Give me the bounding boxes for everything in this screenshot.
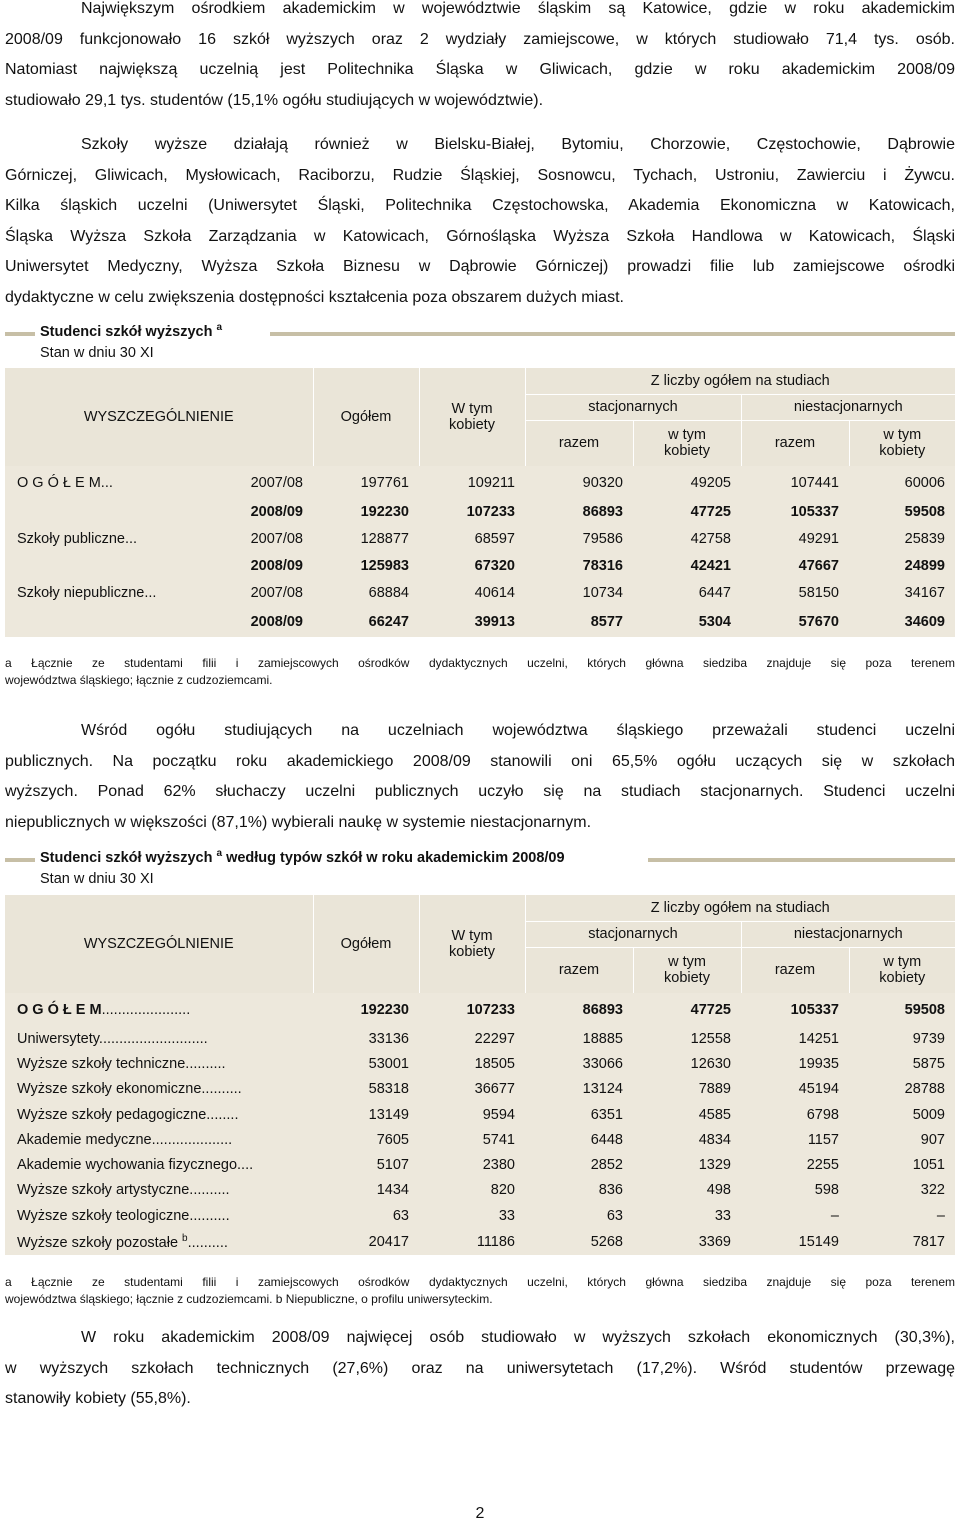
header-nonstationary: niestacjonarnych — [741, 921, 955, 947]
header-sub-women: w tym kobiety — [633, 420, 741, 466]
table-cell: 9739 — [849, 1026, 955, 1051]
table-cell: 12630 — [633, 1051, 741, 1076]
header-group: Z liczby ogółem na studiach — [525, 368, 955, 394]
table-cell: 40614 — [419, 578, 525, 607]
row-label — [5, 1203, 313, 1228]
text-line: studiowało 29,1 tys. studentów (15,1% ogółu studiujących w województwie). — [5, 91, 544, 109]
row-label — [5, 524, 313, 553]
header-stationary: stacjonarnych — [525, 394, 741, 420]
row-label-text: O G Ó Ł E M... — [17, 474, 113, 491]
text-line: Natomiast największą uczelnią jest Politechnika Śląska w Gliwicach, gdzie w roku akademickim 2008/09 — [5, 61, 955, 78]
table-cell: 63 — [313, 1203, 419, 1228]
table-cell: 18505 — [419, 1051, 525, 1076]
table-cell: 12558 — [633, 1026, 741, 1051]
table-cell: 34167 — [849, 578, 955, 607]
table-cell: 192230 — [313, 993, 419, 1026]
row-label-dots: ... — [144, 584, 157, 601]
table-cell: 598 — [741, 1178, 849, 1203]
table-cell: 6447 — [633, 578, 741, 607]
table-cell: 86893 — [525, 993, 633, 1026]
paragraph-4 — [5, 1323, 955, 1415]
table-cell: 9594 — [419, 1102, 525, 1127]
table-cell: 42421 — [633, 553, 741, 578]
table-cell: 20417 — [313, 1228, 419, 1255]
header-sub-total: razem — [741, 947, 849, 993]
row-label-dots: ... — [100, 474, 113, 491]
table-cell: 3369 — [633, 1228, 741, 1255]
table-row — [5, 993, 955, 1026]
row-label-text: Wyższe szkoły ekonomiczne — [17, 1081, 202, 1098]
table-cell: 5107 — [313, 1152, 419, 1177]
table-row — [5, 1152, 955, 1177]
row-label — [5, 499, 313, 524]
row-label-dots: ...................... — [101, 1001, 191, 1018]
table-cell: 33066 — [525, 1051, 633, 1076]
row-label-text: Uniwersytety — [17, 1030, 99, 1047]
table-cell: 836 — [525, 1178, 633, 1203]
row-label — [5, 1127, 313, 1152]
accent-bar — [5, 332, 35, 336]
text-line: w wyższych szkołach technicznych (27,6%) oraz na uniwersytetach (17,2%). Wśród studentów przewagę — [5, 1359, 955, 1377]
table-cell: 14251 — [741, 1026, 849, 1051]
row-label-text: Akademie wychowania fizycznego — [17, 1157, 238, 1174]
table-cell: 13149 — [313, 1102, 419, 1127]
table-cell: 107233 — [419, 993, 525, 1026]
table-cell: 28788 — [849, 1077, 955, 1102]
table-cell: 7889 — [633, 1077, 741, 1102]
table-cell: 42758 — [633, 524, 741, 553]
table-cell: 15149 — [741, 1228, 849, 1255]
row-label-dots: .... — [237, 1157, 254, 1174]
table-cell: 107441 — [741, 466, 849, 499]
row-label-dots: .......... — [185, 1055, 226, 1072]
table-row — [5, 1178, 955, 1203]
table-cell: 1329 — [633, 1152, 741, 1177]
text-line: publicznych. Na początku roku akademickiego 2008/09 stanowili oni 65,5% ogółu uczących się w szkołach — [5, 752, 955, 770]
table-cell: 197761 — [313, 466, 419, 499]
table-row — [5, 1026, 955, 1051]
table-cell: 49205 — [633, 466, 741, 499]
table2 — [5, 895, 955, 1255]
row-label-dots: ... — [125, 530, 138, 547]
table-cell: 86893 — [525, 499, 633, 524]
header-sub-total: razem — [741, 420, 849, 466]
header-women: W tym kobiety — [419, 895, 525, 993]
text-line: niepublicznych w większości (87,1%) wybierali naukę w systemie niestacjonarnym. — [5, 813, 592, 831]
text-line: Górniczej, Gliwicach, Mysłowicach, Raciborzu, Rudzie Śląskiej, Sosnowcu, Tychach, Ustroniu, Zawierciu i Żywcu. — [5, 166, 955, 184]
table-cell: 6798 — [741, 1102, 849, 1127]
table-cell: 22297 — [419, 1026, 525, 1051]
table-cell: 105337 — [741, 993, 849, 1026]
header-spec: WYSZCZEGÓLNIENIE — [5, 895, 313, 993]
table-row — [5, 466, 955, 499]
row-year: 2008/09 — [250, 503, 303, 520]
table-cell: 907 — [849, 1127, 955, 1152]
table-row — [5, 1127, 955, 1152]
table-cell: 128877 — [313, 524, 419, 553]
row-label-dots: ........................... — [98, 1030, 208, 1047]
row-label-text: O G Ó Ł E M — [17, 1001, 102, 1018]
header-sub-women: w tym kobiety — [849, 947, 955, 993]
table-cell: 45194 — [741, 1077, 849, 1102]
table2-heading — [5, 846, 955, 891]
table-cell: 498 — [633, 1178, 741, 1203]
row-label — [5, 553, 313, 578]
table-row — [5, 499, 955, 524]
header-sub-total: razem — [525, 947, 633, 993]
row-label-text: Szkoły niepubliczne... — [17, 584, 157, 601]
table-cell: 6448 — [525, 1127, 633, 1152]
table-cell: 107233 — [419, 499, 525, 524]
table-cell: 33136 — [313, 1026, 419, 1051]
header-sub-total: razem — [525, 420, 633, 466]
table-cell: 2255 — [741, 1152, 849, 1177]
table-cell: 1157 — [741, 1127, 849, 1152]
header-sub-women: w tym kobiety — [849, 420, 955, 466]
row-label-text: Akademie medyczne — [17, 1131, 152, 1148]
row-label-text: Wyższe szkoły pozostałe — [17, 1234, 179, 1251]
row-label — [5, 993, 313, 1026]
row-label-dots: .......... — [201, 1081, 242, 1098]
header-spec: WYSZCZEGÓLNIENIE — [5, 368, 313, 466]
table-cell: 53001 — [313, 1051, 419, 1076]
table-cell: 4834 — [633, 1127, 741, 1152]
row-label-dots: .......... — [189, 1182, 230, 1199]
footnote-marker: a — [216, 848, 223, 859]
table1-footnote — [5, 655, 955, 689]
accent-bar — [270, 332, 955, 336]
table-cell: 11186 — [419, 1228, 525, 1255]
accent-bar — [648, 858, 955, 862]
table-cell: 192230 — [313, 499, 419, 524]
table-cell: 820 — [419, 1178, 525, 1203]
table-cell: 63 — [525, 1203, 633, 1228]
table-cell: 109211 — [419, 466, 525, 499]
row-year: 2008/09 — [250, 557, 303, 574]
table-cell: 47725 — [633, 993, 741, 1026]
table-cell: 66247 — [313, 607, 419, 637]
row-label-text: Wyższe szkoły teologiczne — [17, 1207, 190, 1224]
table-cell: 25839 — [849, 524, 955, 553]
table-cell: 34609 — [849, 607, 955, 637]
table-cell: 6351 — [525, 1102, 633, 1127]
table-row — [5, 1203, 955, 1228]
row-label-text: Wyższe szkoły artystyczne — [17, 1182, 190, 1199]
table-cell: 7817 — [849, 1228, 955, 1255]
row-label — [5, 1051, 313, 1076]
table-cell: 68884 — [313, 578, 419, 607]
table1 — [5, 368, 955, 637]
text-line: Szkoły wyższe działają również w Bielsku-Białej, Bytomiu, Chorzowie, Częstochowie, Dąbrowie — [81, 136, 955, 153]
table-cell: 49291 — [741, 524, 849, 553]
table-cell: – — [741, 1203, 849, 1228]
table-cell: 1051 — [849, 1152, 955, 1177]
table-cell: 33 — [633, 1203, 741, 1228]
table-row — [5, 607, 955, 637]
table-cell: – — [849, 1203, 955, 1228]
row-label — [5, 466, 313, 499]
row-label-dots: ........ — [206, 1106, 239, 1123]
table-cell: 67320 — [419, 553, 525, 578]
row-label — [5, 607, 313, 637]
row-label-dots: .................... — [151, 1131, 233, 1148]
table-cell: 5304 — [633, 607, 741, 637]
table-cell: 105337 — [741, 499, 849, 524]
table-cell: 59508 — [849, 993, 955, 1026]
text-line: stanowiły kobiety (55,8%). — [5, 1390, 191, 1407]
table-cell: 5741 — [419, 1127, 525, 1152]
table-cell: 5268 — [525, 1228, 633, 1255]
paragraph-1 — [5, 0, 955, 116]
row-label — [5, 1026, 313, 1051]
footnote-line: województwa śląskiego; łącznie z cudzoziemcami. b Niepubliczne, o profilu uniwersyteckim. — [5, 1292, 493, 1306]
text-line: dydaktyczne w celu zwiększenia dostępności kształcenia poza obszarem dużych miast. — [5, 288, 624, 306]
table-row — [5, 553, 955, 578]
table-row — [5, 1102, 955, 1127]
table-row — [5, 578, 955, 607]
footnote-line: a Łącznie ze studentami filii i zamiejscowych ośrodków dydaktycznych uczelni, których główna siedziba znajduje się poza terenem — [5, 656, 955, 670]
table-cell: 60006 — [849, 466, 955, 499]
header-total: Ogółem — [313, 895, 419, 993]
row-label-dots: .......... — [187, 1234, 228, 1251]
table-cell: 10734 — [525, 578, 633, 607]
table-cell: 59508 — [849, 499, 955, 524]
table-cell: 2380 — [419, 1152, 525, 1177]
table-cell: 24899 — [849, 553, 955, 578]
row-label-dots: .......... — [189, 1207, 230, 1224]
footnote-marker: a — [216, 322, 223, 333]
header-nonstationary: niestacjonarnych — [741, 394, 955, 420]
table-cell: 47725 — [633, 499, 741, 524]
table-cell: 2852 — [525, 1152, 633, 1177]
row-label-text: Szkoły publiczne... — [17, 530, 138, 547]
table-row — [5, 524, 955, 553]
table-cell: 4585 — [633, 1102, 741, 1127]
table-cell: 5009 — [849, 1102, 955, 1127]
footnote-line: a Łącznie ze studentami filii i zamiejscowych ośrodków dydaktycznych uczelni, których główna siedziba znajduje się poza terenem — [5, 1275, 955, 1289]
paragraph-2 — [5, 130, 955, 313]
header-group: Z liczby ogółem na studiach — [525, 895, 955, 921]
table-cell: 78316 — [525, 553, 633, 578]
row-label-text: Wyższe szkoły pedagogiczne — [17, 1106, 207, 1123]
accent-bar — [5, 858, 35, 862]
footnote-marker: b — [182, 1232, 188, 1244]
row-label — [5, 1102, 313, 1127]
table-cell: 39913 — [419, 607, 525, 637]
row-year: 2007/08 — [250, 584, 303, 601]
table-cell: 36677 — [419, 1077, 525, 1102]
page-number: 2 — [475, 1505, 485, 1522]
table2-subtitle: Stan w dniu 30 XI — [40, 871, 154, 887]
table-cell: 13124 — [525, 1077, 633, 1102]
table-cell: 5875 — [849, 1051, 955, 1076]
text-line: Wśród ogółu studiujących na uczelniach województwa śląskiego przeważali studenci uczelni — [81, 722, 955, 739]
header-women: W tym kobiety — [419, 368, 525, 466]
paragraph-3 — [5, 716, 955, 838]
table-cell: 8577 — [525, 607, 633, 637]
table-cell: 125983 — [313, 553, 419, 578]
header-sub-women: w tym kobiety — [633, 947, 741, 993]
table-cell: 1434 — [313, 1178, 419, 1203]
header-total: Ogółem — [313, 368, 419, 466]
table-cell: 79586 — [525, 524, 633, 553]
row-label — [5, 1228, 313, 1255]
table-cell: 18885 — [525, 1026, 633, 1051]
table-row — [5, 1228, 955, 1255]
row-label — [5, 1077, 313, 1102]
table2-footnote — [5, 1274, 955, 1308]
text-line: wyższych. Ponad 62% słuchaczy uczelni publicznych uczyło się na studiach stacjonarnych. Studenci uczelni — [5, 783, 955, 800]
table-cell: 68597 — [419, 524, 525, 553]
table-row — [5, 1051, 955, 1076]
text-line: 2008/09 funkcjonowało 16 szkół wyższych oraz 2 wydziały zamiejscowe, w których studiowało 71,4 tys. osób. — [5, 30, 955, 48]
table-cell: 19935 — [741, 1051, 849, 1076]
text-line: Uniwersytet Medyczny, Wyższa Szkoła Biznesu w Dąbrowie Górniczej) prowadzi filie lub zamiejscowe ośrodki — [5, 258, 955, 275]
footnote-line: województwa śląskiego; łącznie z cudzoziemcami. — [5, 673, 273, 687]
text-line: W roku akademickim 2008/09 najwięcej osób studiowało w wyższych szkołach ekonomicznych (30,3%), — [81, 1329, 955, 1346]
table-cell: 58150 — [741, 578, 849, 607]
text-line: Kilka śląskich uczelni (Uniwersytet Śląski, Politechnika Częstochowska, Akademia Ekonomiczna w Katowicach, — [5, 197, 955, 214]
text-line: Największym ośrodkiem akademickim w województwie śląskim są Katowice, gdzie w roku akademickim — [81, 0, 955, 17]
row-label — [5, 578, 313, 607]
row-year: 2007/08 — [250, 474, 303, 491]
table-row — [5, 1077, 955, 1102]
table1-title: Studenci szkół wyższych $^a$ — [40, 322, 223, 340]
header-stationary: stacjonarnych — [525, 921, 741, 947]
table2-title: Studenci szkół wyższych $^a$ według typów szkół w roku akademickim 2008/09 — [40, 848, 565, 866]
text-line: Śląska Wyższa Szkoła Zarządzania w Katowicach, Górnośląska Wyższa Szkoła Handlowa w Katowicach, Śląski — [5, 227, 955, 245]
row-label — [5, 1152, 313, 1177]
table-cell: 58318 — [313, 1077, 419, 1102]
row-year: 2008/09 — [250, 614, 303, 630]
table-cell: 7605 — [313, 1127, 419, 1152]
table-cell: 90320 — [525, 466, 633, 499]
row-label — [5, 1178, 313, 1203]
table-cell: 57670 — [741, 607, 849, 637]
row-label-text: Wyższe szkoły techniczne — [17, 1055, 186, 1072]
table1-subtitle: Stan w dniu 30 XI — [40, 345, 154, 361]
table1-heading — [5, 320, 955, 365]
table-cell: 33 — [419, 1203, 525, 1228]
table-cell: 47667 — [741, 553, 849, 578]
table-cell: 322 — [849, 1178, 955, 1203]
row-year: 2007/08 — [250, 530, 303, 547]
